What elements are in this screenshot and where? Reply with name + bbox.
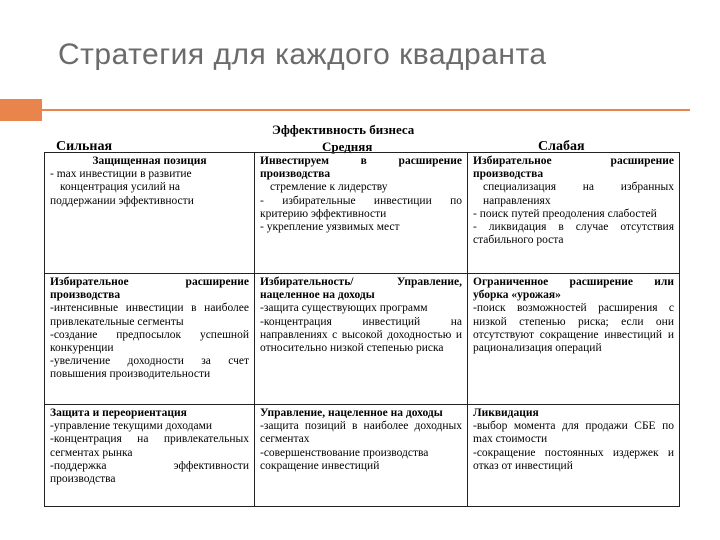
cell-line: - поиск путей преодоления слабостей: [473, 207, 657, 220]
cell-line: -увеличение доходности за счет повышения производительности: [50, 355, 249, 381]
table-cell: [255, 274, 468, 405]
cell-line: специализация на избранных направлениях: [483, 181, 674, 207]
cell-line: -выбор момента для продажи СБЕ по max стоимости: [473, 420, 674, 446]
cell-line: - max инвестиции в развитие: [50, 168, 192, 181]
table-cell: [45, 405, 255, 506]
slide-title: Стратегия для каждого квадранта: [58, 38, 547, 71]
table-caption: Эффективность бизнеса: [272, 122, 415, 137]
cell-line: - укрепление уязвимых мест: [260, 221, 400, 234]
cell-line: - ликвидация в случае отсутствия стабильного роста: [473, 221, 674, 247]
cell-title: Защищенная позиция: [92, 155, 207, 167]
cell-line: -защита позиций в наиболее доходных сегментах: [260, 420, 462, 446]
cell-title: Ограниченное расширение или уборка «урожая»: [473, 276, 674, 302]
table-cell: [45, 153, 255, 274]
accent-divider: [42, 109, 690, 111]
table-cell: [255, 405, 468, 506]
cell-title: Управление, нацеленное на доходы: [260, 407, 443, 419]
cell-line: -концентрация инвестиций на направлениях с высокой доходностью и относительно низкой степенью риска: [260, 315, 462, 355]
cell-title: Избирательное расширение производства: [50, 276, 249, 302]
cell-line: -сокращение постоянных издержек и отказ от инвестиций: [473, 446, 674, 472]
column-header-weak: Слабая: [538, 139, 585, 154]
table-cell: [468, 153, 679, 274]
column-header-medium: Средняя: [322, 139, 373, 154]
cell-line: -поиск возможностей расширения с низкой степенью риска; если они отсутствуют сокращение инвестиций и рационализация операций: [473, 302, 674, 355]
table-cell: [468, 405, 679, 506]
cell-line: -поддержка эффективности производства: [50, 459, 249, 486]
cell-title: Избирательность/ Управление, нацеленное на доходы: [260, 276, 462, 302]
cell-title: Избирательное расширение производства: [473, 155, 674, 181]
column-header-strong: Сильная: [56, 139, 113, 154]
cell-line: -концентрация на привлекательных сегментах рынка: [50, 433, 249, 459]
table-cell: [45, 274, 255, 405]
cell-line: концентрация усилий на: [60, 181, 181, 194]
cell-title: Защита и переориентация: [50, 407, 187, 419]
cell-line: -защита существующих программ: [260, 302, 428, 315]
cell-line: -совершенствование производства: [260, 446, 429, 459]
table-cell: [468, 274, 679, 405]
cell-line: сокращение инвестиций: [260, 459, 380, 472]
cell-line: -интенсивные инвестиции в наиболее привлекательные сегменты: [50, 302, 249, 328]
cell-title: Ликвидация: [473, 407, 539, 419]
cell-line: поддержании эффективности: [50, 194, 194, 207]
cell-line: -создание предпосылок успешной конкуренции: [50, 328, 249, 355]
table-cell: [255, 153, 468, 274]
cell-line: -управление текущими доходами: [50, 420, 213, 433]
cell-line: - избирательные инвестиции по критерию эффективности: [260, 194, 462, 220]
strategy-matrix-table: [44, 152, 680, 507]
cell-title: Инвестируем в расширение производства: [260, 155, 462, 181]
accent-square: [0, 99, 42, 121]
cell-line: стремление к лидерству: [270, 181, 388, 194]
